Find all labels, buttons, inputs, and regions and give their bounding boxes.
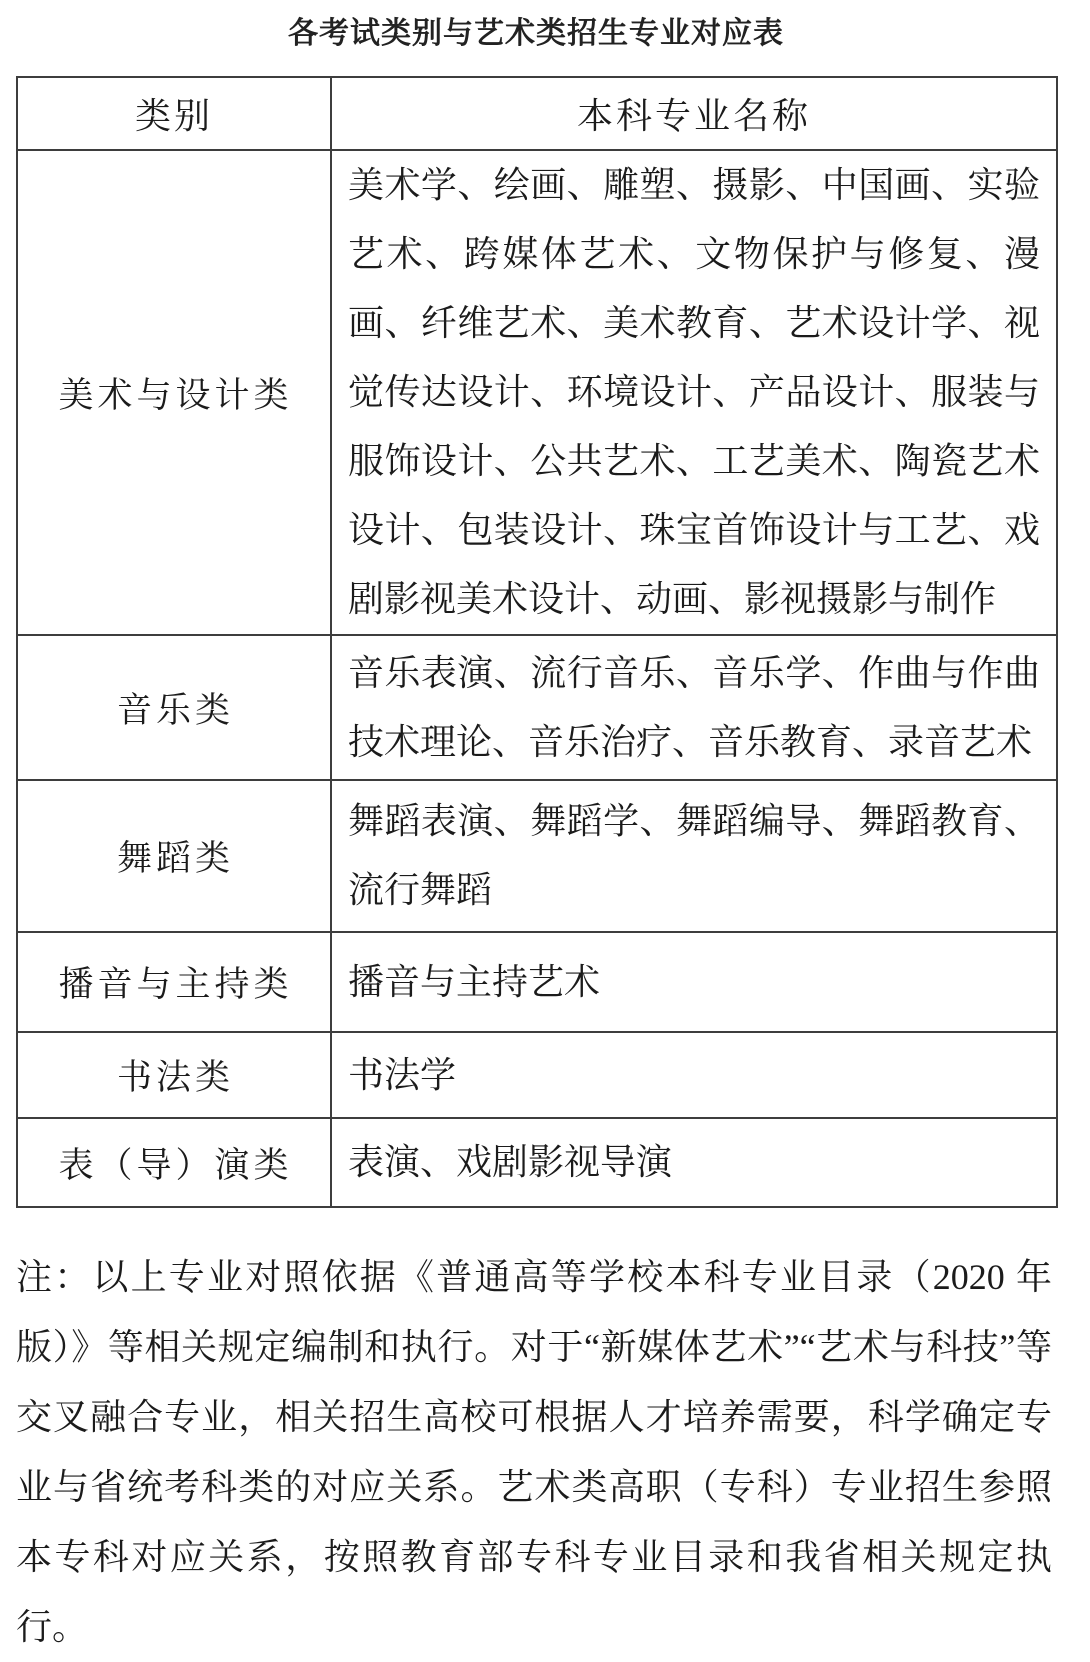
majors-cell: 舞蹈表演、舞蹈学、舞蹈编导、舞蹈教育、流行舞蹈 — [331, 780, 1057, 932]
page-title: 各考试类别与艺术类招生专业对应表 — [288, 17, 784, 50]
majors-cell: 美术学、绘画、雕塑、摄影、中国画、实验艺术、跨媒体艺术、文物保护与修复、漫画、纤维艺术、美术教育、艺术设计学、视觉传达设计、环境设计、产品设计、服装与服饰设计、公共艺术、工艺美术、陶瓷艺术设计、包装设计、珠宝首饰设计与工艺、戏剧影视美术设计、动画、影视摄影与制作 — [331, 150, 1057, 635]
category-major-table — [16, 76, 1058, 1208]
table-row-music — [17, 635, 1057, 780]
majors-cell: 播音与主持艺术 — [331, 932, 1057, 1032]
table-row-dance — [17, 780, 1057, 932]
table-row-broadcasting — [17, 932, 1057, 1032]
category-cell: 书法类 — [17, 1032, 331, 1118]
table-row-art-design — [17, 150, 1057, 635]
note-paragraph: 注：以上专业对照依据《普通高等学校本科专业目录（2020 年版）》等相关规定编制和执行。对于“新媒体艺术”“艺术与科技”等交叉融合专业，相关招生高校可根据人才培养需要，科学确定专业与省统考科类的对应关系。艺术类高职（专科）专业招生参照本专科对应关系，按照教育部专科专业目录和我省相关规定执行。 — [16, 1257, 1052, 1647]
category-cell: 美术与设计类 — [17, 150, 331, 635]
majors-cell: 书法学 — [331, 1032, 1057, 1118]
majors-cell: 表演、戏剧影视导演 — [331, 1118, 1057, 1207]
table-row-performance-directing — [17, 1118, 1057, 1207]
category-cell: 播音与主持类 — [17, 932, 331, 1032]
header-category: 类别 — [17, 77, 331, 150]
category-cell: 音乐类 — [17, 635, 331, 780]
category-cell: 表（导）演类 — [17, 1118, 331, 1207]
category-cell: 舞蹈类 — [17, 780, 331, 932]
majors-cell: 音乐表演、流行音乐、音乐学、作曲与作曲技术理论、音乐治疗、音乐教育、录音艺术 — [331, 635, 1057, 780]
header-major-names: 本科专业名称 — [331, 77, 1057, 150]
table-header-row — [17, 77, 1057, 150]
table-row-calligraphy — [17, 1032, 1057, 1118]
